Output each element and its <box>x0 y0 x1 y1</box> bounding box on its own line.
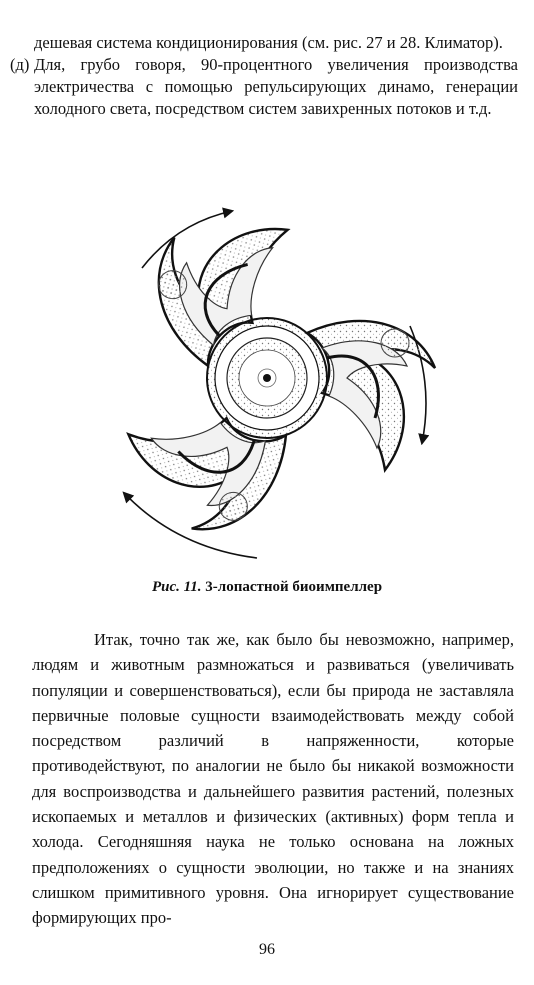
impeller-figure <box>82 198 452 563</box>
list-item-text: Для, грубо говоря, 90-процентного увеличения производства электричества с помощью репульсирующих динамо, генерации холодного света, посредством систем завихренных потоков и т.д. <box>34 55 518 118</box>
continuation-text: дешевая система кондиционирования (см. рис. 27 и 28. Климатор). <box>34 33 503 52</box>
body-paragraph: Итак, точно так же, как было бы невозможно, например, людям и животным размножаться и развиваться (увеличивать популяции и совершенствоваться), если бы природа не заставляла первичные половые сущности взаимодействовать между собой посредством различий в напряженности, которые противодействуют, по аналогии не было бы никакой возможности для воспроизводства и дальнейшего развития растений, полезных ископаемых и металлов и физических (активных) форм тепла и холода. Сегодняшняя наука не только основана на ложных предположениях о сущности эволюции, но также и на знаниях слишком примитивного уровня. Она игнорирует существование формирующих про- <box>32 630 514 928</box>
figure-caption-text: 3-лопастной биоимпеллер <box>205 579 383 595</box>
impeller-illustration-icon <box>82 198 452 563</box>
impeller-hub-icon <box>207 318 327 438</box>
figure-caption <box>0 579 534 596</box>
list-item-d <box>10 54 518 120</box>
list-item-marker: (д) <box>10 55 30 74</box>
figure-caption-label: Рис. 11. <box>151 579 202 595</box>
impeller-blade-icon <box>307 321 435 470</box>
page-number: 96 <box>259 941 275 958</box>
body-text <box>32 627 514 931</box>
top-text-block <box>10 32 518 120</box>
